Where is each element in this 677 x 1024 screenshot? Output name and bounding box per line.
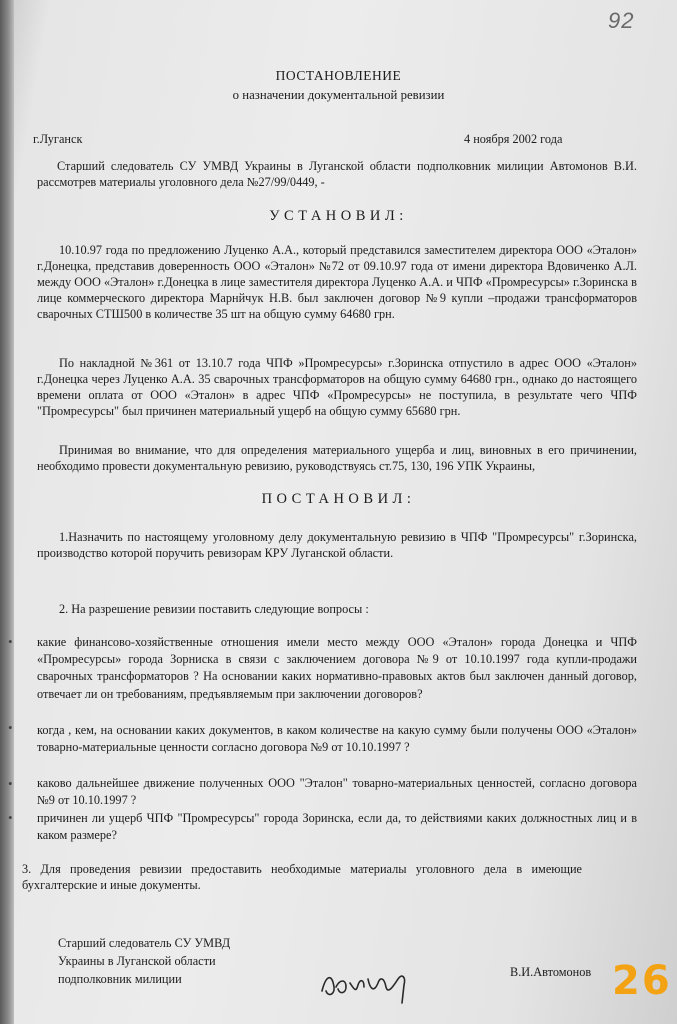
binding-edge: [0, 0, 14, 1024]
intro-paragraph: Старший следователь СУ УМВД Украины в Луганской области подполковник милиции Автомонов В.И. рассмотрев материалы уголовного дела №27/99/0449, -: [37, 159, 637, 190]
bullet-mark: •: [8, 810, 13, 825]
handwritten-signature: [318, 965, 428, 1005]
handwritten-page-number: 92: [608, 8, 635, 33]
question-3: каково дальнейшее движение полученных ООО "Эталон" товарно-материальных ценностей, согласно договора №9 от 10.10.1997 ?: [37, 776, 637, 808]
resolved-item-2-intro: 2. На разрешение ревизии поставить следующие вопросы :: [59, 602, 369, 616]
resolved-item-1: 1.Назначить по настоящему уголовному делу документальную ревизию в ЧПФ "Промресурсы" г.Зоринска, производство которой поручить ревизорам КРУ Луганской области.: [37, 530, 637, 561]
bullet-mark: •: [8, 634, 13, 649]
heading-resolved: ПОСТАНОВИЛ:: [261, 491, 416, 507]
established-paragraph-3: Принимая во внимание, что для определения материального ущерба и лиц, виновных в его причинении, необходимо провести документальную ревизию, руководствуясь ст.75, 130, 196 УПК Украины,: [37, 443, 637, 474]
document-subtitle: о назначении документальной ревизии: [232, 88, 445, 102]
document-date: 4 ноября 2002 года: [464, 132, 563, 146]
resolved-item-3: 3. Для проведения ревизии предоставить необходимые материалы уголовного дела в имеющие бухгалтерские и иные документы.: [22, 862, 582, 893]
signature-title-line-1: Старший следователь СУ УМВД: [58, 936, 231, 950]
established-paragraph-2: По накладной №361 от 13.10.7 года ЧПФ »Промресурсы» г.Зоринска отпустило в адрес ООО «Эталон» г.Донецка через Луценко А.А. 35 сварочных трансформаторов на общую сумму 64680 грн., однако до настоящего времени оплата от ООО «Эталон» в адрес ЧПФ «Промресурсы» не поступила, в результате чего ЧПФ "Промресурсы" был причинен материальный ущерб на общую сумму 65680 грн.: [37, 356, 637, 419]
photo-number-label: 26: [612, 958, 672, 1004]
heading-established: УСТАНОВИЛ:: [269, 208, 408, 224]
question-2: когда , кем, на основании каких документов, в каком количестве на какую сумму были получены ООО «Эталон» товарно-материальные ценности согласно договора №9 от 10.10.1997 ?: [37, 723, 637, 755]
question-1: какие финансово-хозяйственные отношения имели место между ООО «Эталон» города Донецка и ЧПФ «Промресурсы» города Зорниска в связи с заключением договора №9 от 10.10.1997 года купли-продажи сварочных трансформаторов ? На основании каких нормативно-правовых актов был заключен данный договор, отвечает ли он требованиям, предъявляемым при заключении договоров?: [37, 635, 637, 701]
city: г.Луганск: [33, 132, 83, 146]
signatory-name: В.И.Автомонов: [510, 965, 592, 979]
established-paragraph-1: 10.10.97 года по предложению Луценко А.А., который представился заместителем директора ООО «Эталон» г.Донецка, представив доверенность ООО «Эталон» №72 от 09.10.97 года от имени директора Вдовиченко А.Л. между ООО «Эталон» г.Донецка в лице заместителя директора Луценко А.А. и ЧПФ «Промресурсы» г.Зоринска в лице коммерческого директора Марнйчук Н.В. был заключен договор №9 купли –продажи трансформаторов сварочных СТШ500 в количестве 35 шт на общую сумму 64680 грн.: [37, 243, 637, 322]
signature-title-line-3: подполковник милиции: [58, 972, 182, 986]
question-4: причинен ли ущерб ЧПФ "Промресурсы" города Зоринска, если да, то действиями каких должностных лиц и в каком размере?: [37, 811, 637, 843]
bullet-mark: •: [8, 720, 13, 735]
document-title: ПОСТАНОВЛЕНИЕ: [275, 68, 402, 83]
bullet-mark: •: [8, 776, 13, 791]
signature-title-line-2: Украины в Луганской области: [58, 954, 216, 968]
